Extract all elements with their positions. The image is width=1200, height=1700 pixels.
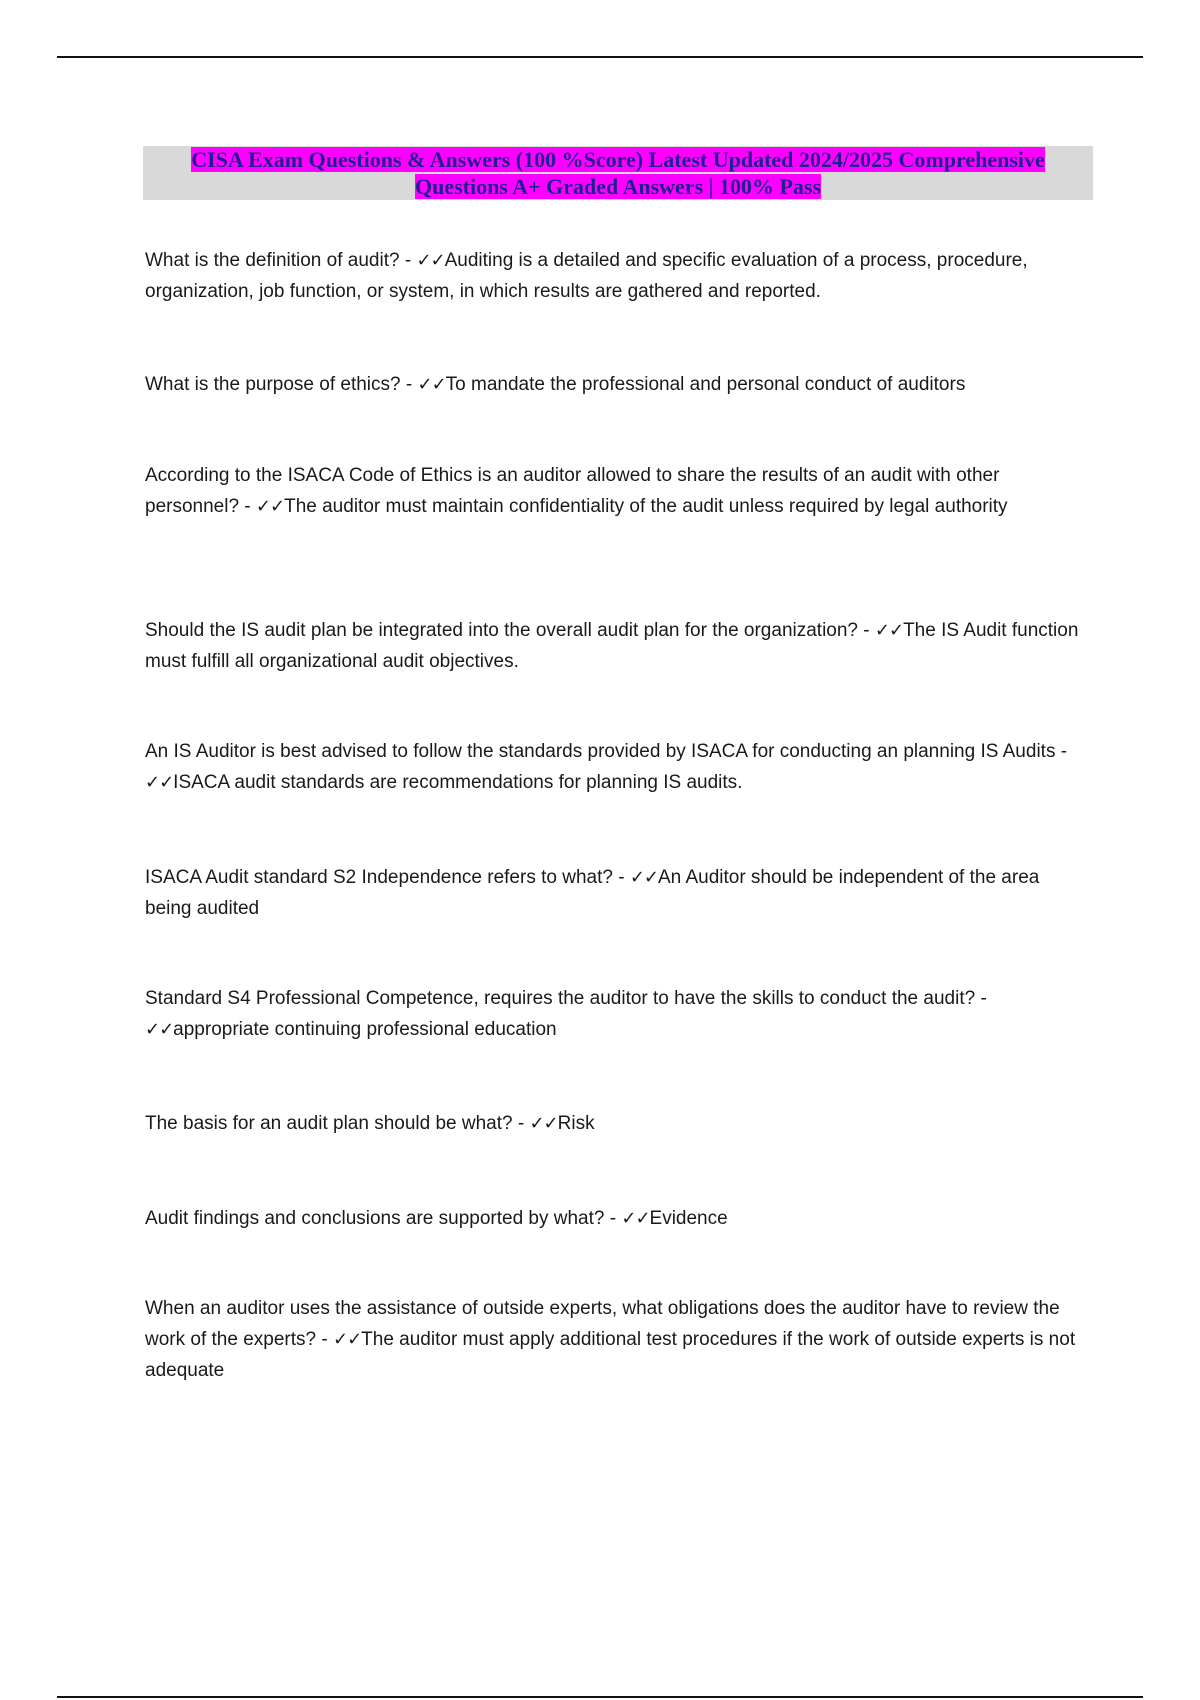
qa-item: What is the definition of audit? - ✓✓Auditing is a detailed and specific evaluation of a process, procedure, organization, job function, or system, in which results are gathered and reported. [145,250,1028,302]
answer-text: The IS Audit function must fulfill all organizational audit objectives. [145,620,1079,672]
answer-text: ISACA audit standards are recommendations for planning IS audits. [173,772,743,793]
qa-item: According to the ISACA Code of Ethics is an auditor allowed to share the results of an audit with other personnel? - ✓✓The auditor must maintain confidentiality of the audit unless required by legal authority [145,465,1008,517]
answer-text: An Auditor should be independent of the area being audited [145,867,1040,919]
question-text: Audit findings and conclusions are supported by what? [145,1208,605,1229]
double-check-icon: ✓✓ [332,1329,362,1350]
question-text: What is the definition of audit? [145,250,400,271]
title-line-1: CISA Exam Questions & Answers (100 %Score) Latest Updated 2024/2025 Comprehensive [191,147,1045,172]
qa-item: The basis for an audit plan should be what? - ✓✓Risk [145,1113,595,1134]
double-check-icon: ✓✓ [874,620,904,641]
answer-text: The auditor must apply additional test procedures if the work of outside experts is not adequate [145,1329,1076,1381]
answer-text: Auditing is a detailed and specific evaluation of a process, procedure, organization, job function, or system, in which results are gathered and reported. [145,250,1028,302]
answer-text: Risk [557,1113,595,1134]
double-check-icon: ✓✓ [621,1208,650,1229]
question-text: ISACA Audit standard S2 Independence refers to what? [145,867,613,888]
top-rule [57,56,1143,58]
question-text: Standard S4 Professional Competence, requires the auditor to have the skills to conduct the audit? [145,988,976,1009]
qa-item: Should the IS audit plan be integrated into the overall audit plan for the organization? - ✓✓The IS Audit function must fulfill all organizational audit objectives. [145,620,1079,672]
double-check-icon: ✓✓ [629,867,658,888]
document-title [143,146,1093,200]
double-check-icon: ✓✓ [416,250,445,271]
bottom-rule [57,1696,1143,1698]
qa-item: When an auditor uses the assistance of outside experts, what obligations does the auditor have to review the work of the experts? - ✓✓The auditor must apply additional test procedures if the work of outside experts is not adequate [145,1298,1076,1381]
double-check-icon: ✓✓ [417,374,446,395]
question-text: An IS Auditor is best advised to follow the standards provided by ISACA for conducting an planning IS Audits [145,741,1056,762]
qa-item: ISACA Audit standard S2 Independence refers to what? - ✓✓An Auditor should be independent of the area being audited [145,867,1040,919]
qa-item: An IS Auditor is best advised to follow the standards provided by ISACA for conducting an planning IS Audits - ✓✓ISACA audit standards are recommendations for planning IS audits. [145,741,1068,793]
qa-item: Standard S4 Professional Competence, requires the auditor to have the skills to conduct the audit? - ✓✓appropriate continuing professional education [145,988,987,1040]
question-text: What is the purpose of ethics? [145,374,401,395]
question-text: According to the ISACA Code of Ethics is an auditor allowed to share the results of an audit with other personnel? [145,465,1000,517]
qa-item: What is the purpose of ethics? - ✓✓To mandate the professional and personal conduct of auditors [145,374,966,395]
double-check-icon: ✓✓ [145,1019,174,1040]
qa-item: Audit findings and conclusions are supported by what? - ✓✓Evidence [145,1208,728,1229]
double-check-icon: ✓✓ [145,772,174,793]
title-line-2: Questions A+ Graded Answers | 100% Pass [414,174,822,199]
double-check-icon: ✓✓ [255,496,285,517]
answer-text: The auditor must maintain confidentiality of the audit unless required by legal authority [284,496,1008,517]
question-text: The basis for an audit plan should be what? [145,1113,513,1134]
answer-text: Evidence [649,1208,728,1229]
question-text: When an auditor uses the assistance of outside experts, what obligations does the auditor have to review the work of the experts? [145,1298,1060,1350]
double-check-icon: ✓✓ [529,1113,558,1134]
question-text: Should the IS audit plan be integrated into the overall audit plan for the organization? [145,620,859,641]
answer-text: To mandate the professional and personal conduct of auditors [445,374,966,395]
answer-text: appropriate continuing professional education [173,1019,557,1040]
